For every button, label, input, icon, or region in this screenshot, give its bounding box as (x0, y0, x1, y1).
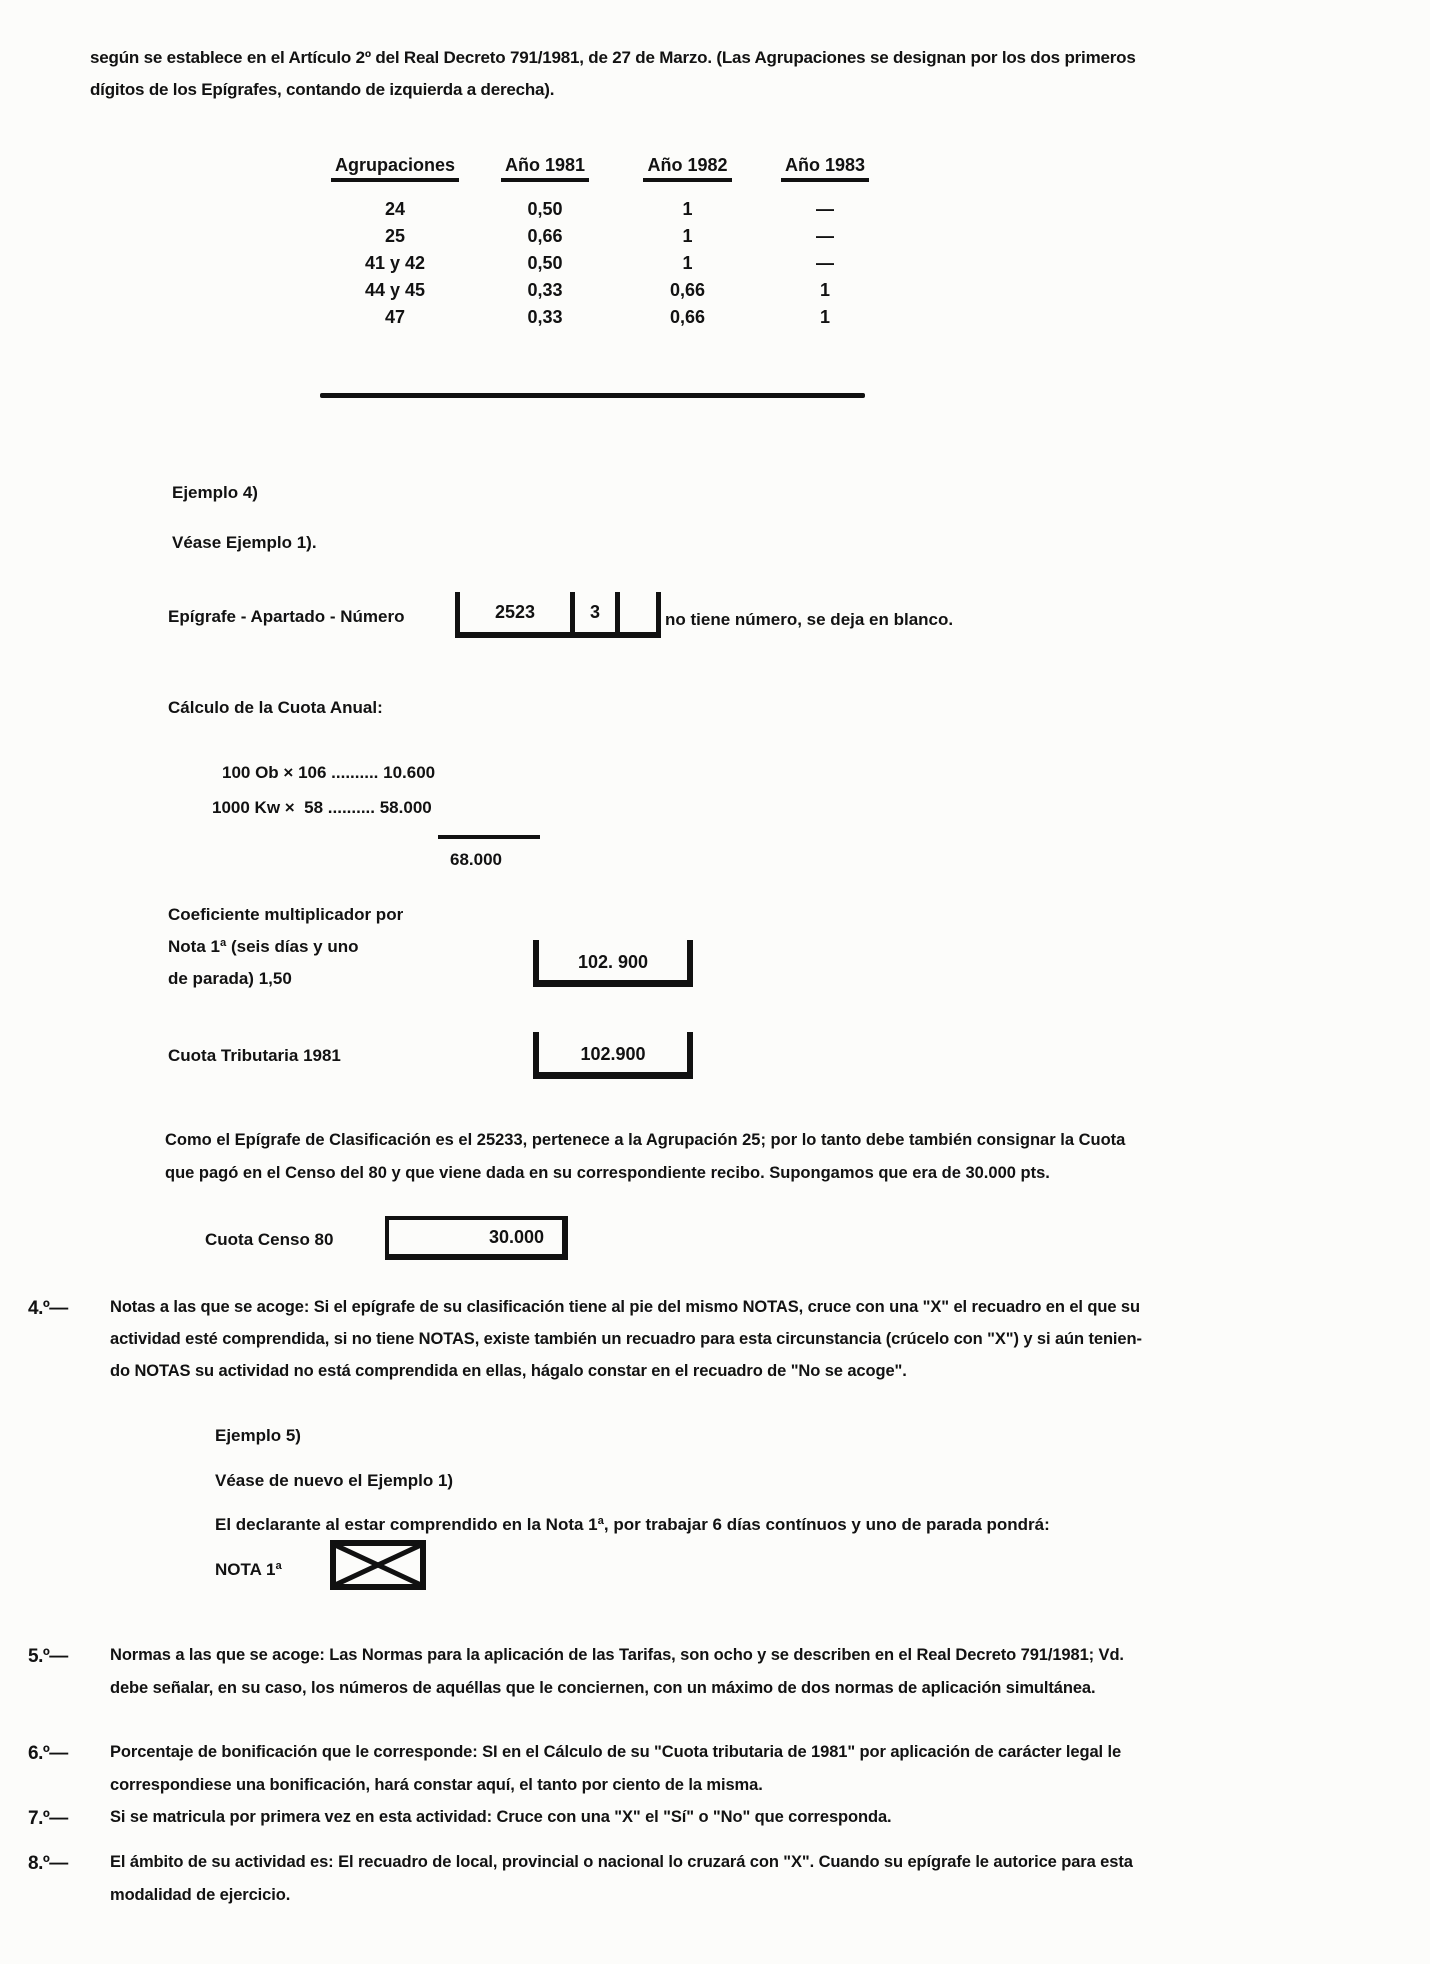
section6-line-2: correspondiese una bonificación, hará constar aquí, el tanto por ciento de la misma. (110, 1776, 763, 1794)
coef-line-3: de parada) 1,50 (168, 969, 292, 988)
table-cell: 0,33 (527, 280, 563, 300)
header-label: Año 1981 (501, 155, 589, 182)
section7-number: 7.º— (28, 1808, 68, 1829)
table-cell: 47 (384, 307, 406, 327)
section8-number: 8.º— (28, 1853, 68, 1874)
como-line-1: Como el Epígrafe de Clasificación es el 25233, pertenece a la Agrupación 25; por lo tanto debe también consignar la Cuota (165, 1131, 1126, 1149)
table-cell: — (816, 226, 834, 246)
epigrafe-note: no tiene número, se deja en blanco. (665, 610, 954, 629)
epigrafe-label: Epígrafe - Apartado - Número (168, 607, 405, 626)
table-bottom-rule (320, 393, 865, 398)
section5-line-2: debe señalar, en su caso, los números de aquéllas que le conciernen, con un máximo de dos normas de aplicación simultánea. (110, 1679, 1096, 1697)
table-cell: 1 (682, 253, 693, 273)
section5-line-1: Normas a las que se acoge: Las Normas para la aplicación de las Tarifas, son ocho y se describen en el Real Decreto 791/1981; Vd. (110, 1646, 1124, 1664)
header-label: Año 1982 (643, 155, 731, 182)
table-cell: — (816, 199, 834, 219)
epigrafe-cell-numero (620, 592, 661, 632)
ejemplo5-line: El declarante al estar comprendido en la Nota 1ª, por trabajar 6 días contínuos y uno de parada pondrá: (215, 1515, 1050, 1534)
table-cell: 25 (384, 226, 406, 246)
table-cell: 24 (384, 199, 406, 219)
section4-number: 4.º— (28, 1298, 68, 1319)
section4-line-1: Notas a las que se acoge: Si el epígrafe de su clasificación tiene al pie del mismo NOTAS, cruce con una "X" el recuadro en el que su (110, 1298, 1140, 1316)
coef-value-box: 102. 900 (533, 940, 693, 987)
table-header-1983 (755, 155, 895, 184)
section6-number: 6.º— (28, 1743, 68, 1764)
section8-line-2: modalidad de ejercicio. (110, 1886, 291, 1904)
calc-line-2: 1000 Kw × 58 .......... 58.000 (212, 798, 432, 817)
cuota-tributaria-box: 102.900 (533, 1032, 693, 1079)
table-cell: 1 (682, 226, 693, 246)
calc-sum-rule (438, 835, 540, 839)
table-cell: 1 (682, 199, 693, 219)
table-header-1982 (620, 155, 755, 184)
table-cell: 0,50 (527, 253, 563, 273)
calculo-title: Cálculo de la Cuota Anual: (168, 698, 383, 717)
epigrafe-cell-epigrafe: 2523 (460, 592, 575, 632)
table-cell: 41 y 42 (364, 253, 426, 273)
intro-line-1: según se establece en el Artículo 2º del Real Decreto 791/1981, de 27 de Marzo. (Las Agrupaciones se designan por los dos primeros (90, 48, 1136, 67)
ejemplo5-subtitle: Véase de nuevo el Ejemplo 1) (215, 1471, 454, 1490)
header-label: Año 1983 (781, 155, 869, 182)
nota-label: NOTA 1ª (215, 1560, 282, 1579)
table-cell: 0,33 (527, 307, 563, 327)
intro-line-2: dígitos de los Epígrafes, contando de izquierda a derecha). (90, 80, 555, 99)
calc-total: 68.000 (450, 850, 502, 869)
cuota-censo-label: Cuota Censo 80 (205, 1230, 334, 1249)
coef-line-1: Coeficiente multiplicador por (168, 905, 404, 924)
table-cell: 1 (819, 280, 830, 300)
table-cell: 0,66 (527, 226, 563, 246)
table-header-agrupaciones (320, 155, 470, 184)
section4-line-3: do NOTAS su actividad no está comprendida en ellas, hágalo constar en el recuadro de "No se acoge". (110, 1362, 907, 1380)
nota-checked-box-icon (330, 1540, 426, 1595)
section4-line-2: actividad esté comprendida, si no tiene NOTAS, existe también un recuadro para esta circunstancia (crúcelo con "X") y si aún tenien- (110, 1330, 1142, 1348)
coef-line-2: Nota 1ª (seis días y uno (168, 937, 359, 956)
epigrafe-cell-apartado: 3 (575, 592, 620, 632)
table-cell: 0,66 (669, 280, 706, 300)
section6-line-1: Porcentaje de bonificación que le corresponde: SI en el Cálculo de su "Cuota tributaria de 1981" por aplicación de carácter legal le (110, 1743, 1122, 1761)
table-cell: 0,66 (669, 307, 706, 327)
epigrafe-box (455, 592, 661, 638)
table-cell: — (816, 253, 834, 273)
ejemplo4-title: Ejemplo 4) (172, 483, 258, 502)
table-cell: 1 (819, 307, 830, 327)
ejemplo5-title: Ejemplo 5) (215, 1426, 301, 1445)
como-line-2: que pagó en el Censo del 80 y que viene dada en su correspondiente recibo. Supongamos que era de 30.000 pts. (165, 1164, 1050, 1182)
cuota-tributaria-label: Cuota Tributaria 1981 (168, 1046, 341, 1065)
table-cell: 0,50 (527, 199, 563, 219)
ejemplo4-subtitle: Véase Ejemplo 1). (172, 533, 317, 552)
table-header-1981 (470, 155, 620, 184)
calc-line-1: 100 Ob × 106 .......... 10.600 (222, 763, 436, 782)
table-cell: 44 y 45 (364, 280, 426, 300)
cuota-censo-box: 30.000 (385, 1216, 568, 1260)
coefficients-table (320, 155, 895, 331)
header-label: Agrupaciones (331, 155, 459, 182)
section8-line-1: El ámbito de su actividad es: El recuadro de local, provincial o nacional lo cruzará con "X". Cuando su epígrafe le autorice para esta (110, 1853, 1133, 1871)
section7-line-1: Si se matricula por primera vez en esta actividad: Cruce con una "X" el "Sí" o "No" que corresponda. (110, 1808, 892, 1826)
section5-number: 5.º— (28, 1646, 68, 1667)
